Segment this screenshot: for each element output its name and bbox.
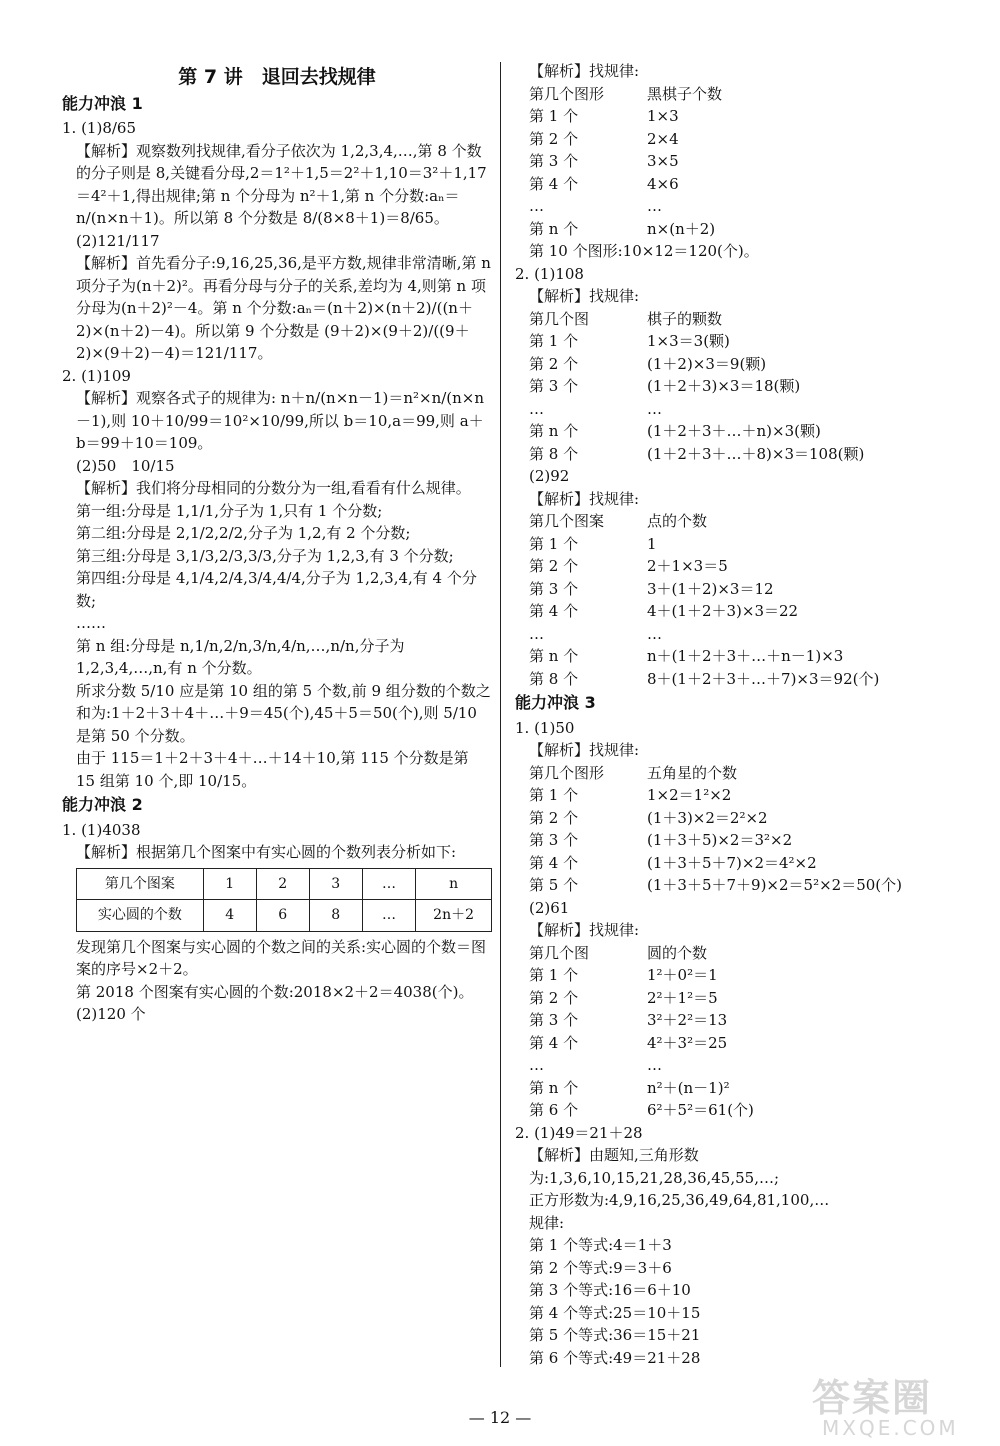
question-line: 2. (1)109: [62, 366, 131, 385]
pattern-row: [515, 668, 945, 691]
circle-count-table: [76, 868, 492, 932]
table-cell: 8: [309, 900, 362, 932]
pattern-row: [515, 578, 945, 601]
pattern-label: 第 1 个: [529, 966, 579, 984]
solution-text: 【解析】我们将分母相同的分数分为一组,看看有什么规律。: [76, 479, 471, 497]
pattern-label: 第 1 个: [529, 332, 579, 350]
pattern-label: 第 3 个: [529, 831, 579, 849]
pattern-row: [515, 218, 945, 241]
pattern-value: 3×5: [647, 152, 679, 170]
solution-text: 第 5 个等式:36＝15＋21: [529, 1326, 701, 1344]
solution-text: 【解析】根据第几个图案中有实心圆的个数列表分析如下:: [76, 843, 457, 861]
solution-text: 第 n 组:分母是 n,1/n,2/n,3/n,4/n,…,n/n,分子为 1,2,3,4,…,n,有 n 个分数。: [76, 636, 405, 677]
solution-text: (2)120 个: [76, 1005, 146, 1023]
solution-text: 【解析】找规律:: [529, 921, 640, 939]
pattern-value: 4²＋3²＝25: [647, 1033, 728, 1052]
pattern-value: 3＋(1＋2)×3＝12: [647, 579, 774, 598]
question-line: 1. (1)4038: [62, 820, 141, 839]
solution-text: 所求分数 5/10 应是第 10 组的第 5 个数,前 9 组分数的个数之和为:1＋2＋3＋4＋…＋9＝45(个),45＋5＝50(个),则 5/10 是第 50 个分数。: [76, 681, 491, 745]
table-cell: n: [416, 868, 492, 900]
pattern-row: [515, 555, 945, 578]
pattern-row: [515, 398, 945, 421]
pattern-row: [515, 83, 945, 106]
solution-text: 第二组:分母是 2,1/2,2/2,分子为 1,2,有 2 个分数;: [76, 524, 411, 542]
pattern-label: 第 n 个: [529, 219, 579, 238]
solution-text: 第 2 个等式:9＝3＋6: [529, 1258, 672, 1277]
solution-text: 【解析】找规律:: [529, 287, 640, 305]
watermark-logo: [812, 1378, 982, 1438]
table-row: [77, 868, 492, 900]
pattern-row: [515, 1077, 945, 1100]
solution-text: 【解析】观察数列找规律,看分子依次为 1,2,3,4,…,第 8 个数的分子则是 8,关键看分母,2＝1²＋1,5＝2²＋1,10＝3²＋1,17＝4²＋1,得出规律;第 n 个分母为 n²＋1,第 n 个分数:aₙ＝n/(n×n＋1)。所以第 8 个分数是 8/(8×8＋1)＝8/65。: [76, 141, 487, 227]
pattern-value: n×(n＋2): [647, 219, 716, 238]
pattern-label: 第 2 个: [529, 808, 579, 827]
pattern-value: …: [647, 624, 662, 643]
table-cell: 3: [309, 868, 362, 900]
solution-text: 第 4 个等式:25＝10＋15: [529, 1303, 701, 1322]
pattern-value: (1＋2＋3＋…＋8)×3＝108(颗): [647, 444, 865, 463]
pattern-label: 第几个图: [529, 309, 590, 328]
pattern-label: 第几个图形: [529, 763, 605, 782]
table-cell: 实心圆的个数: [77, 900, 204, 932]
section-heading: 能力冲浪 1: [62, 93, 143, 113]
pattern-row: [515, 964, 945, 987]
pattern-label: 第 3 个: [529, 579, 579, 598]
pattern-value: 黑棋子个数: [647, 84, 723, 103]
pattern-row: [515, 128, 945, 151]
solution-text: (2)92: [529, 467, 570, 485]
pattern-label: 第 8 个: [529, 444, 579, 463]
pattern-row: [515, 353, 945, 376]
solution-text: 【解析】找规律:: [529, 489, 640, 508]
solution-text: 【解析】首先看分子:9,16,25,36,是平方数,规律非常清晰,第 n 项分子为(n＋2)²。再看分母与分子的关系,差均为 4,则第 n 项分母为(n＋2)²－4。第 n 个分数:aₙ＝(n＋2)×(n＋2)/((n＋2)×(n＋2)－4)。所以第 9 个分数是 (9＋2)×(9＋2)/((9＋2)×(9＋2)－4)＝121/117。: [76, 254, 491, 362]
solution-text: 第一组:分母是 1,1/1,分子为 1,只有 1 个分数;: [76, 501, 383, 520]
right-content: [515, 60, 945, 1369]
pattern-row: [515, 420, 945, 443]
pattern-value: 2×4: [647, 129, 679, 148]
right-column: [515, 60, 945, 1369]
pattern-value: n＋(1＋2＋3＋…＋n－1)×3: [647, 647, 844, 665]
pattern-label: 第 3 个: [529, 377, 579, 395]
question-line: 1. (1)50: [515, 718, 575, 737]
column-divider: [500, 62, 501, 1367]
pattern-value: 点的个数: [647, 512, 708, 530]
pattern-row: [515, 195, 945, 218]
solution-text: (2)61: [529, 898, 570, 917]
pattern-value: (1＋2＋3＋…＋n)×3(颗): [647, 422, 821, 440]
solution-text: 规律:: [529, 1213, 565, 1232]
pattern-value: 1²＋0²＝1: [647, 966, 718, 984]
solution-text: 【解析】观察各式子的规律为: n＋n/(n×n－1)＝n²×n/(n×n－1),则 10＋10/99＝10²×10/99,所以 b＝10,a＝99,则 a＋b＝99＋10＝109。: [76, 389, 485, 452]
section-heading: 能力冲浪 3: [515, 693, 596, 712]
pattern-row: [515, 533, 945, 556]
table-cell: …: [362, 900, 415, 932]
solution-text: 第 1 个等式:4＝1＋3: [529, 1236, 672, 1254]
pattern-label: 第 2 个: [529, 557, 579, 575]
page-number: — 12 —: [468, 1408, 532, 1427]
pattern-label: …: [529, 197, 544, 215]
pattern-value: (1＋2＋3)×3＝18(颗): [647, 377, 801, 395]
pattern-value: n²＋(n－1)²: [647, 1078, 730, 1097]
pattern-row: [515, 807, 945, 830]
pattern-row: [515, 443, 945, 466]
pattern-row: [515, 375, 945, 398]
table-cell: 2: [256, 868, 309, 900]
pattern-label: 第 4 个: [529, 602, 579, 620]
pattern-row: [515, 330, 945, 353]
pattern-row: [515, 874, 945, 897]
pattern-value: 2²＋1²＝5: [647, 988, 718, 1007]
pattern-label: …: [529, 624, 544, 643]
solution-text: 【解析】找规律:: [529, 62, 640, 80]
table-cell: 6: [256, 900, 309, 932]
table-cell: 2n＋2: [416, 900, 492, 932]
pattern-row: [515, 510, 945, 533]
solution-text: 第 2018 个图案有实心圆的个数:2018×2＋2＝4038(个)。: [76, 982, 474, 1001]
solution-text: ……: [76, 614, 106, 632]
pattern-value: 五角星的个数: [647, 763, 738, 782]
pattern-label: 第 3 个: [529, 1011, 579, 1029]
pattern-value: 1×2＝1²×2: [647, 786, 732, 804]
solution-text: 【解析】由题知,三角形数为:1,3,6,10,15,21,28,36,45,55,…;: [529, 1146, 780, 1187]
pattern-row: [515, 852, 945, 875]
pattern-label: 第 3 个: [529, 152, 579, 170]
pattern-value: 3²＋2²＝13: [647, 1011, 728, 1029]
pattern-value: 1×3: [647, 107, 679, 125]
pattern-value: (1＋3＋5)×2＝3²×2: [647, 831, 793, 849]
section-heading: 能力冲浪 2: [62, 795, 143, 814]
pattern-value: (1＋2)×3＝9(颗): [647, 354, 767, 373]
pattern-row: [515, 1032, 945, 1055]
solution-text: 第 6 个等式:49＝21＋28: [529, 1348, 701, 1367]
pattern-value: 6²＋5²＝61(个): [647, 1101, 754, 1119]
pattern-label: …: [529, 1056, 544, 1074]
pattern-label: 第 2 个: [529, 129, 579, 148]
pattern-row: [515, 829, 945, 852]
pattern-row: [515, 600, 945, 623]
table-cell: 4: [203, 900, 256, 932]
solution-text: 第 3 个等式:16＝6＋10: [529, 1281, 691, 1299]
solution-text: 发现第几个图案与实心圆的个数之间的关系:实心圆的个数＝图案的序号×2＋2。: [76, 937, 487, 978]
pattern-label: 第 5 个: [529, 876, 579, 894]
pattern-label: 第 2 个: [529, 988, 579, 1007]
pattern-label: 第几个图形: [529, 84, 605, 103]
pattern-label: 第几个图: [529, 943, 590, 962]
pattern-label: 第 1 个: [529, 107, 579, 125]
pattern-label: 第几个图案: [529, 512, 605, 530]
solution-text: 由于 115＝1＋2＋3＋4＋…＋14＋10,第 115 个分数是第 15 组第 10 个,即 10/15。: [76, 749, 469, 790]
solution-text: 第三组:分母是 3,1/3,2/3,3/3,分子为 1,2,3,有 3 个分数;: [76, 546, 454, 565]
pattern-row: [515, 105, 945, 128]
pattern-label: 第 4 个: [529, 174, 579, 193]
watermark-main: 答案圈: [812, 1376, 933, 1420]
pattern-value: 4＋(1＋2＋3)×3＝22: [647, 602, 799, 620]
table-cell: 1: [203, 868, 256, 900]
pattern-value: 8＋(1＋2＋3＋…＋7)×3＝92(个): [647, 669, 880, 688]
pattern-value: 棋子的颗数: [647, 309, 723, 328]
pattern-value: (1＋3)×2＝2²×2: [647, 808, 768, 827]
table-cell: 第几个图案: [77, 868, 204, 900]
pattern-value: …: [647, 197, 662, 215]
pattern-label: 第 6 个: [529, 1101, 579, 1119]
pattern-label: 第 n 个: [529, 422, 579, 440]
pattern-row: [515, 1009, 945, 1032]
pattern-value: 1: [647, 534, 657, 553]
pattern-label: 第 1 个: [529, 786, 579, 804]
pattern-row: [515, 1099, 945, 1122]
pattern-value: 4×6: [647, 174, 679, 193]
pattern-row: [515, 762, 945, 785]
solution-text: (2)121/117: [76, 231, 160, 250]
pattern-row: [515, 784, 945, 807]
pattern-label: 第 n 个: [529, 647, 579, 665]
solution-text: 第四组:分母是 4,1/4,2/4,3/4,4/4,分子为 1,2,3,4,有 4 个分数;: [76, 569, 477, 610]
solution-text: (2)50 10/15: [76, 456, 175, 475]
page-title: 第 7 讲 退回去找规律: [178, 66, 376, 88]
pattern-label: 第 2 个: [529, 354, 579, 373]
question-line: 1. (1)8/65: [62, 119, 137, 137]
table-cell: …: [362, 868, 415, 900]
pattern-value: 1×3＝3(颗): [647, 332, 730, 350]
pattern-value: 2＋1×3＝5: [647, 557, 728, 575]
question-line: 2. (1)49＝21＋28: [515, 1123, 643, 1142]
pattern-label: 第 8 个: [529, 669, 579, 688]
question-line: 2. (1)108: [515, 264, 584, 283]
watermark-sub: MXQE.COM: [822, 1416, 959, 1440]
pattern-label: …: [529, 399, 544, 418]
left-column: [62, 60, 492, 1026]
pattern-row: [515, 1054, 945, 1077]
pattern-label: 第 1 个: [529, 534, 579, 553]
pattern-row: [515, 942, 945, 965]
pattern-value: (1＋3＋5＋7＋9)×2＝5²×2＝50(个): [647, 876, 902, 894]
pattern-row: [515, 645, 945, 668]
solution-text: 正方形数为:4,9,16,25,36,49,64,81,100,…: [529, 1191, 830, 1209]
pattern-row: [515, 173, 945, 196]
pattern-row: [515, 150, 945, 173]
solution-text: 【解析】找规律:: [529, 741, 640, 759]
pattern-row: [515, 623, 945, 646]
pattern-row: [515, 987, 945, 1010]
pattern-row: [515, 308, 945, 331]
pattern-value: 圆的个数: [647, 943, 708, 962]
left-content: [62, 93, 492, 1026]
pattern-value: …: [647, 399, 662, 418]
pattern-label: 第 4 个: [529, 853, 579, 872]
table-row: [77, 900, 492, 932]
pattern-value: (1＋3＋5＋7)×2＝4²×2: [647, 853, 817, 872]
pattern-value: …: [647, 1056, 662, 1074]
solution-text: 第 10 个图形:10×12＝120(个)。: [529, 242, 759, 260]
pattern-label: 第 n 个: [529, 1078, 579, 1097]
pattern-label: 第 4 个: [529, 1033, 579, 1052]
